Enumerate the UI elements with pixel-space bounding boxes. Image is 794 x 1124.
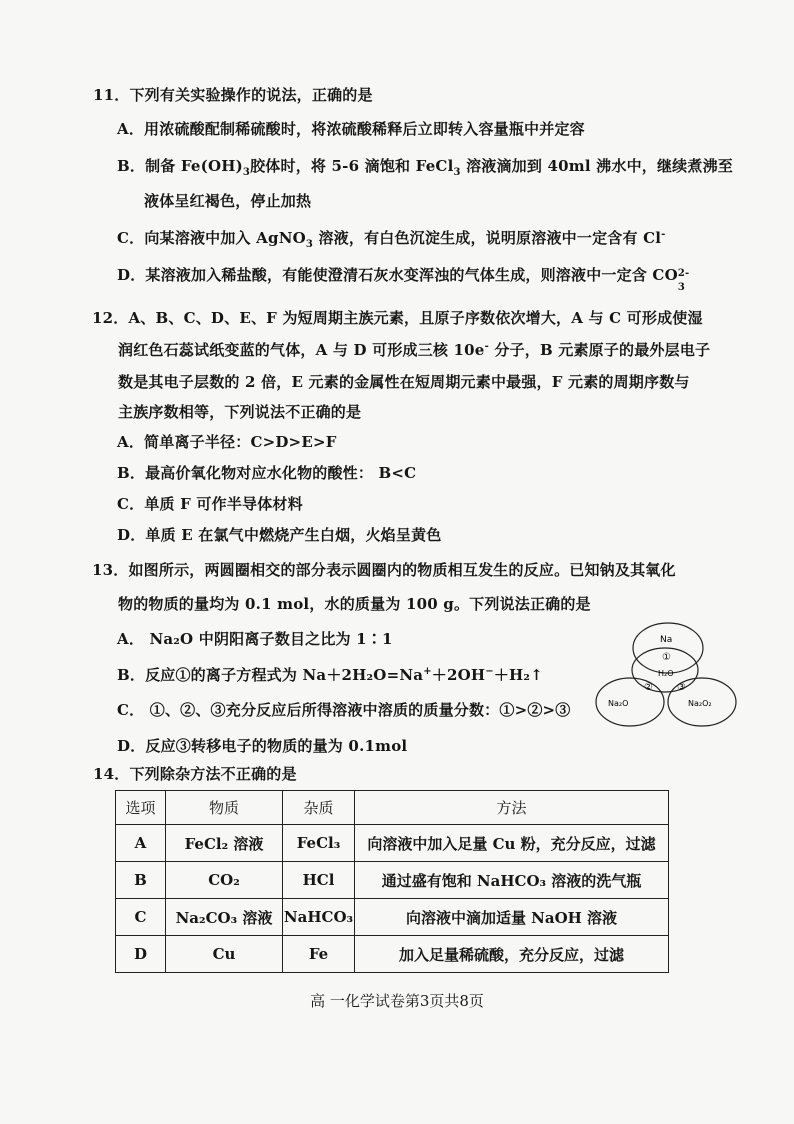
q13-stem-line1: 13．如图所示，两圆圈相交的部分表示圆圈内的物质相互发生的反应。已知钠及其氧化 (92, 561, 676, 579)
label-na2o2: Na₂O₂ (688, 699, 712, 708)
circle-na2o (596, 678, 664, 726)
header-substance: 物质 (166, 791, 283, 825)
label-r3: ③ (677, 682, 686, 693)
q11-option-a: A．用浓硫酸配制稀硫酸时，将浓硫酸稀释后立即转入容量瓶中并定容 (117, 120, 585, 138)
cell-substance: CO₂ (166, 862, 283, 899)
q11-option-b-line1: B．制备 $Fe(OH)_3$胶体时，将 5-6 滴饱和 FeCl$_3$ 溶液滴加到 40ml 沸水中，继续煮沸至 (117, 157, 733, 178)
purification-table (115, 790, 669, 973)
cell-impurity: NaHCO₃ (283, 899, 355, 936)
q12-option-a: A．简单离子半径：C>D>E>F (117, 433, 337, 451)
table-row (116, 862, 669, 899)
cell-method: 向溶液中加入足量 Cu 粉，充分反应，过滤 (355, 825, 669, 862)
label-r1: ① (662, 652, 671, 663)
q12-stem-line2: 润红色石蕊试纸变蓝的气体，A 与 D 可形成三核 10e- 分子，B 元素原子的最外层电子 (118, 341, 711, 359)
q13-option-d: D．反应③转移电子的物质的量为 0.1mol (117, 737, 408, 755)
q11-option-d: D．某溶液加入稀盐酸，有能使澄清石灰水变浑浊的气体生成，则溶液中一定含 CO 2- 3 (117, 266, 690, 293)
cell-substance: Na₂CO₃ 溶液 (166, 899, 283, 936)
cell-substance: FeCl₂ 溶液 (166, 825, 283, 862)
table-row (116, 825, 669, 862)
q12-option-b: B．最高价氧化物对应水化物的酸性： B<C (117, 464, 417, 482)
q13-stem-line2: 物的物质的量均为 0.1 mol，水的质量为 100 g。下列说法正确的是 (118, 595, 591, 613)
q11-option-b-line2: 液体呈红褐色，停止加热 (144, 192, 312, 210)
cell-method: 向溶液中滴加适量 NaOH 溶液 (355, 899, 669, 936)
header-option: 选项 (116, 791, 166, 825)
q13-option-b: B．反应①的离子方程式为 Na＋2H₂O=Na+＋2OH−＋H₂↑ (117, 666, 543, 684)
cell-method: 通过盛有饱和 NaHCO₃ 溶液的洗气瓶 (355, 862, 669, 899)
cell-method: 加入足量稀硫酸，充分反应，过滤 (355, 936, 669, 973)
cell-impurity: HCl (283, 862, 355, 899)
reaction-venn-diagram (592, 622, 742, 732)
cell-impurity: FeCl₃ (283, 825, 355, 862)
q12-stem-line3: 数是其电子层数的 2 倍，E 元素的金属性在短周期元素中最强，F 元素的周期序数与 (118, 373, 690, 391)
cell-impurity: Fe (283, 936, 355, 973)
label-r2: ② (644, 682, 653, 693)
q12-stem-line4: 主族序数相等，下列说法不正确的是 (118, 403, 362, 421)
page-footer: 高 一化学试卷第3页共8页 (310, 992, 484, 1010)
table-header-row (116, 791, 669, 825)
q12-option-d: D．单质 E 在氯气中燃烧产生白烟，火焰呈黄色 (117, 526, 442, 544)
cell-substance: Cu (166, 936, 283, 973)
cell-option: D (116, 936, 166, 973)
table-row (116, 899, 669, 936)
table-row (116, 936, 669, 973)
q13-option-a: A． Na₂O 中阴阳离子数目之比为 1∶1 (117, 630, 393, 648)
label-na2o: Na₂O (608, 699, 629, 708)
cell-option: A (116, 825, 166, 862)
q13-option-c: C． ①、②、③充分反应后所得溶液中溶质的质量分数：①>②>③ (117, 701, 571, 719)
q12-stem-line1: 12．A、B、C、D、E、F 为短周期主族元素，且原子序数依次增大，A 与 C 可形成使湿 (92, 309, 703, 327)
cell-option: C (116, 899, 166, 936)
q11-stem: 11．下列有关实验操作的说法，正确的是 (93, 86, 373, 104)
header-impurity: 杂质 (283, 791, 355, 825)
label-h2o: H₂O (658, 669, 674, 678)
q12-option-c: C．单质 F 可作半导体材料 (117, 495, 303, 513)
cell-option: B (116, 862, 166, 899)
q14-stem: 14．下列除杂方法不正确的是 (93, 765, 297, 783)
q11-option-c: C．向某溶液中加入 AgNO$_3$ 溶液，有白色沉淀生成，说明原溶液中一定含有 Cl- (117, 229, 666, 250)
header-method: 方法 (355, 791, 669, 825)
label-na: Na (660, 635, 673, 645)
